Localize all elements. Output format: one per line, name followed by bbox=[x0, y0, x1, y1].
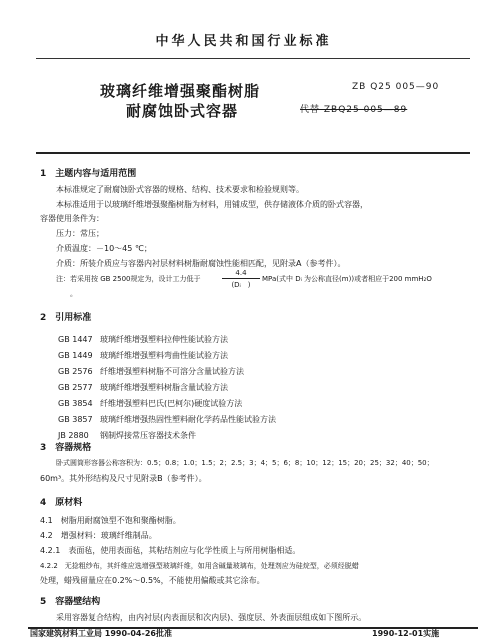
header-rule bbox=[36, 58, 470, 59]
section-4-heading: 4 原材料 bbox=[40, 498, 83, 508]
clause-4-2-2-line2: 处理，蜡残留量应在0.2%～0.5%，不能使用偏酸或其它涂布。 bbox=[40, 576, 265, 585]
reference-code: GB 1447 bbox=[58, 335, 93, 344]
reference-code: GB 2576 bbox=[58, 367, 93, 376]
reference-list bbox=[58, 327, 276, 439]
section-3-para-2: 60m³。其外形结构及尺寸见附录B（参考件）。 bbox=[40, 474, 207, 483]
section-1-para-2: 本标准适用于以玻璃纤维增强聚酯树脂为材料，用铺成型，供存储液体介质的卧式容器， bbox=[56, 200, 368, 209]
section-1-heading: 1 主题内容与适用范围 bbox=[40, 169, 137, 179]
clause-4-2-2-line1: 4.2.2 无捻粗纱布，其纤维应选增强型玻璃纤维，如用含碱量玻璃布，处理剂应为硅烷型，必须经脱蜡 bbox=[40, 562, 359, 570]
standard-category-header: 中华人民共和国行业标准 bbox=[155, 34, 332, 49]
reference-title: 玻璃纤维增强塑料树脂含量试验方法 bbox=[100, 383, 228, 392]
reference-item bbox=[58, 343, 276, 359]
condition-temperature: 介质温度：－10～45 ℃； bbox=[56, 244, 152, 253]
reference-item bbox=[58, 327, 276, 343]
reference-item bbox=[58, 423, 276, 439]
section-3-heading: 3 容器规格 bbox=[40, 443, 92, 453]
reference-item bbox=[58, 391, 276, 407]
condition-medium: 介质：所装介质应与容器内衬层材料树脂耐腐蚀性能相匹配，见附录A（参考件）。 bbox=[56, 259, 346, 268]
clause-4-1: 4.1 树脂用耐腐蚀型不饱和聚酯树脂。 bbox=[40, 516, 181, 525]
reference-title: 纤维增强塑料树脂不可溶分含量试验方法 bbox=[100, 367, 244, 376]
section-5-heading: 5 容器壁结构 bbox=[40, 597, 101, 607]
reference-code: GB 2577 bbox=[58, 383, 93, 392]
reference-code: GB 3857 bbox=[58, 415, 93, 424]
reference-title: 玻璃纤维增强塑料弯曲性能试验方法 bbox=[100, 351, 228, 360]
reference-item bbox=[58, 359, 276, 375]
approval-authority-date: 国家建筑材料工业局 1990-04-26批准 bbox=[30, 629, 172, 638]
formula-denominator: (Dᵢ ) bbox=[231, 281, 251, 289]
implementation-date: 1990-12-01实施 bbox=[372, 629, 440, 638]
section-1-para-1: 本标准规定了耐腐蚀卧式容器的规格、结构、技术要求和检验规则等。 bbox=[56, 185, 304, 194]
note-text-c: 。 bbox=[70, 290, 77, 298]
reference-code: GB 3854 bbox=[58, 399, 93, 408]
reference-code: GB 1449 bbox=[58, 351, 93, 360]
clause-4-2-1: 4.2.1 表面毡，使用表面毡，其粘结剂应与化学性质上与所用树脂相适。 bbox=[40, 546, 301, 555]
note-text-a: 注：若采用按 GB 2500规定为，设计工力低于 bbox=[56, 275, 201, 283]
title-rule bbox=[36, 152, 470, 154]
reference-item bbox=[58, 407, 276, 423]
clause-4-2: 4.2 增强材料：玻璃纤维制品。 bbox=[40, 531, 157, 540]
reference-title: 钢制焊接常压容器技术条件 bbox=[100, 431, 196, 440]
formula-fraction-bar bbox=[222, 278, 260, 279]
document-title-line2: 耐腐蚀卧式容器 bbox=[126, 102, 239, 120]
condition-pressure: 压力：常压； bbox=[56, 229, 104, 238]
reference-code: JB 2880 bbox=[58, 431, 89, 440]
section-1-para-3: 容器使用条件为： bbox=[40, 214, 104, 223]
section-3-para-1: 卧式圆筒形容器公称容积为：0.5；0.8；1.0；1.5；2；2.5；3；4；5；6；8；10；12；15；20；25；32；40；50； bbox=[56, 459, 434, 467]
section-5-para-1: 采用容器复合结构，由内衬层(内表面层和次内层)、强度层、外表面层组成如下图所示。 bbox=[56, 613, 367, 622]
formula-numerator: 4.4 bbox=[235, 269, 247, 277]
document-title-line1: 玻璃纤维增强聚酯树脂 bbox=[100, 82, 261, 100]
note-text-b: MPa(式中 Dᵢ 为公称直径(m))或者相应于200 mmH₂O bbox=[262, 275, 432, 283]
reference-title: 纤维增强塑料巴氏(巴柯尔)硬度试验方法 bbox=[100, 399, 243, 408]
standard-code: ZB Q25 005—90 bbox=[352, 82, 440, 92]
section-2-heading: 2 引用标准 bbox=[40, 313, 92, 323]
reference-title: 玻璃纤维增强热固性塑料耐化学药品性能试验方法 bbox=[100, 415, 276, 424]
reference-item bbox=[58, 375, 276, 391]
reference-title: 玻璃纤维增强塑料拉伸性能试验方法 bbox=[100, 335, 228, 344]
replaced-standard-note: 代替 ZBQ25 005—89 bbox=[300, 105, 408, 115]
